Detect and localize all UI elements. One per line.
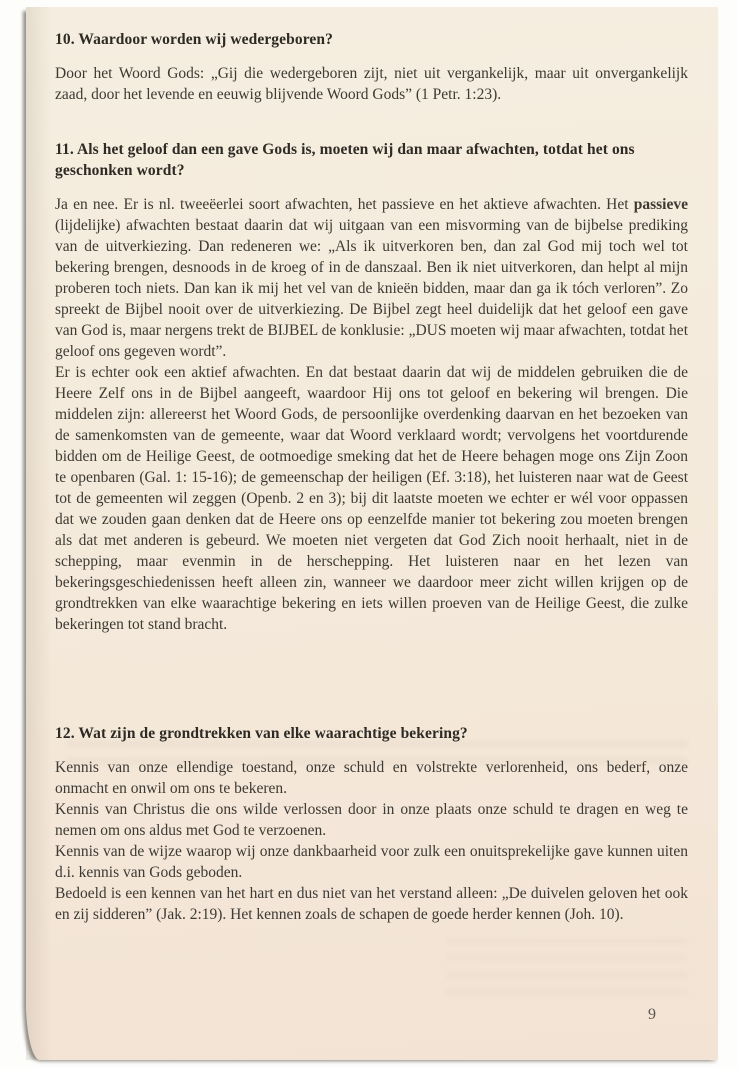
ink-bleed-through-artifact	[446, 937, 688, 997]
question-12-answer-paragraph-3: Kennis van de wijze waarop wij onze dankbaarheid voor zulk een onuitsprekelijke gave kunnen uiten d.i. kennis van Gods geboden.	[55, 843, 688, 881]
question-10-heading: 10. Waardoor worden wij wedergeboren?	[55, 31, 333, 48]
question-10-answer-paragraph: Door het Woord Gods: „Gij die wedergeboren zijt, niet uit vergankelijk, maar uit onvergankelijk zaad, door het levende en eeuwig blijvende Woord Gods” (1 Petr. 1:23).	[55, 65, 688, 103]
qa-section-10	[55, 29, 688, 105]
question-11-heading: 11. Als het geloof dan een gave Gods is, moeten wij dan maar afwachten, totdat het ons geschonken wordt?	[55, 141, 635, 179]
question-11-answer-paragraph-1: Ja en nee. Er is nl. tweeëerlei soort afwachten, het passieve en het aktieve afwachten. Het passieve (lijdelijke) afwachten bestaat daarin dat wij uitgaan van een misvorming van de bijbelse prediking van de uitverkiezing. Dan redeneren we: „Als ik uitverkoren ben, dan zal God mij toch wel tot bekering brengen, desnoods in de kroeg of in de danszaal. Ben ik niet uitverkoren, dan helpt al mijn proberen toch niets. Dan kan ik mij het vel van de knieën bidden, maar dan ga ik tóch verloren”. Zo spreekt de Bijbel nooit over de uitverkiezing. De Bijbel zegt heel duidelijk dat het geloof een gave van God is, maar nergens trekt de BIJBEL de konklusie: „DUS moeten wij maar afwachten, totdat het geloof ons gegeven wordt”.	[55, 196, 688, 360]
question-12-answer-paragraph-4: Bedoeld is een kennen van het hart en dus niet van het verstand alleen: „De duivelen geloven het ook en zij sidderen” (Jak. 2:19). Het kennen zoals de schapen de goede herder kennen (Joh. 10).	[55, 885, 688, 923]
book-page	[26, 7, 718, 1060]
qa-section-11	[55, 139, 688, 635]
qa-section-12	[55, 723, 688, 925]
question-11-answer	[55, 194, 688, 635]
question-12-answer-paragraph-1: Kennis van onze ellendige toestand, onze schuld en volstrekte verlorenheid, ons bederf, onze onmacht en onwil om ons te bekeren.	[55, 759, 688, 797]
page-content	[26, 7, 718, 925]
page-number: 9	[648, 1006, 656, 1023]
question-12-heading: 12. Wat zijn de grondtrekken van elke waarachtige bekering?	[55, 725, 468, 742]
question-11-answer-paragraph-2: Er is echter ook een aktief afwachten. En dat bestaat daarin dat wij de middelen gebruiken die de Heere Zelf ons in de Bijbel aangeeft, waardoor Hij ons tot geloof en bekering wil brengen. Die middelen zijn: allereerst het Woord Gods, de persoonlijke overdenking daarvan en het bezoeken van de samenkomsten van de gemeente, waar dat Woord verklaard wordt; vervolgens het voortdurende bidden om de Heilige Geest, de ootmoedige smeking dat het de Heere behagen moge ons Zijn Zoon te openbaren (Gal. 1: 15-16); de gemeenschap der heiligen (Ef. 3:18), het luisteren naar wat de Geest tot de gemeenten wil zeggen (Openb. 2 en 3); bij dit laatste moeten we echter er wél voor oppassen dat we zouden gaan denken dat de Heere ons op eenzelfde manier tot bekering zou moeten brengen als dat met anderen is gebeurd. We moeten niet vergeten dat God Zich nooit herhaalt, niet in de schepping, maar evenmin in de herschepping. Het luisteren naar en het lezen van bekeringsgeschiedenissen heeft alleen zin, wanneer we daardoor meer zicht willen krijgen op de grondtrekken van elke waarachtige bekering en iets willen proeven van de Heilige Geest, die zulke bekeringen tot stand bracht.	[55, 364, 688, 633]
question-12-answer	[55, 757, 688, 925]
question-12-answer-paragraph-2: Kennis van Christus die ons wilde verlossen door in onze plaats onze schuld te dragen en weg te nemen om ons aldus met God te verzoenen.	[55, 801, 688, 839]
